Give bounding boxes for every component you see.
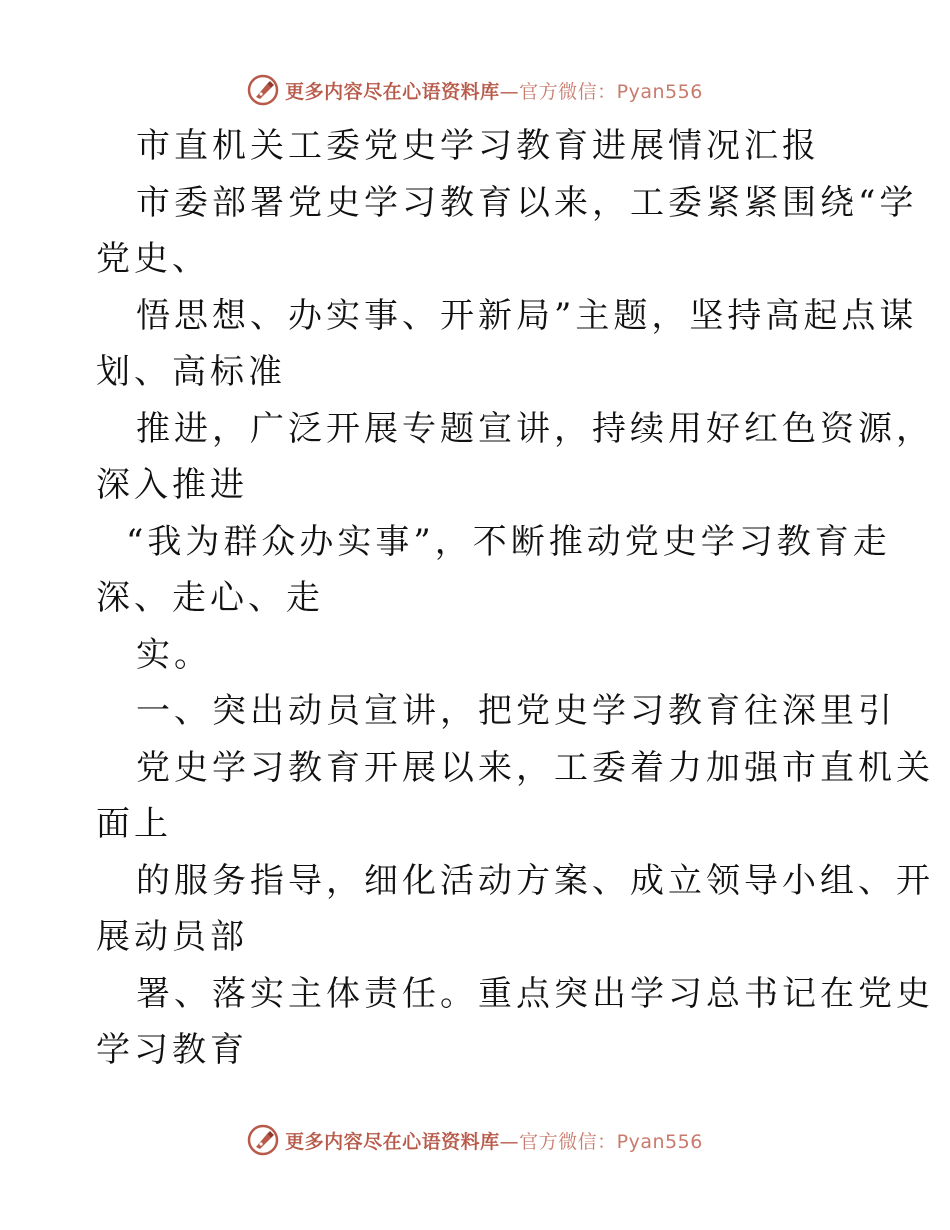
paragraph-line: 市委部署党史学习教育以来，工委紧紧围绕“学	[136, 182, 918, 223]
paragraph-line: 学习教育	[96, 1030, 248, 1070]
paragraph-line: “我为群众办实事”，不断推动党史学习教育走	[126, 521, 891, 562]
watermark-wechat: 官方微信：Pyan556	[519, 80, 703, 103]
section-heading: 一、突出动员宣讲，把党史学习教育往深里引	[136, 691, 896, 731]
paragraph-line: 面上	[96, 804, 172, 844]
paragraph-line: 实。	[136, 634, 212, 675]
watermark-header	[0, 70, 950, 110]
document-body	[96, 118, 934, 1079]
watermark-wechat: 官方微信：Pyan556	[519, 1130, 703, 1153]
paragraph-line: 悟思想、办实事、开新局”主题，坚持高起点谋	[136, 295, 918, 336]
paragraph-line: 深、走心、走	[96, 578, 324, 618]
watermark-text: 更多内容尽在心语资料库	[285, 80, 500, 103]
paragraph-line: 党史、	[96, 239, 210, 279]
paragraph-line: 展动员部	[96, 917, 248, 957]
watermark-separator: —	[499, 1130, 520, 1153]
pen-nib-logo-icon	[247, 1124, 279, 1156]
pen-nib-logo-icon	[247, 74, 279, 106]
paragraph-line: 划、高标准	[96, 352, 286, 392]
paragraph-line: 党史学习教育开展以来，工委着力加强市直机关	[136, 747, 934, 788]
paragraph-line: 推进，广泛开展专题宣讲，持续用好红色资源，	[136, 408, 934, 449]
watermark-text: 更多内容尽在心语资料库	[285, 1130, 500, 1153]
paragraph-line: 深入推进	[96, 465, 248, 505]
paragraph-line: 的服务指导，细化活动方案、成立领导小组、开	[136, 860, 934, 901]
paragraph-line: 署、落实主体责任。重点突出学习总书记在党史	[136, 973, 934, 1014]
watermark-separator: —	[499, 80, 520, 103]
document-title: 市直机关工委党史学习教育进展情况汇报	[136, 126, 820, 166]
watermark-footer	[0, 1120, 950, 1160]
